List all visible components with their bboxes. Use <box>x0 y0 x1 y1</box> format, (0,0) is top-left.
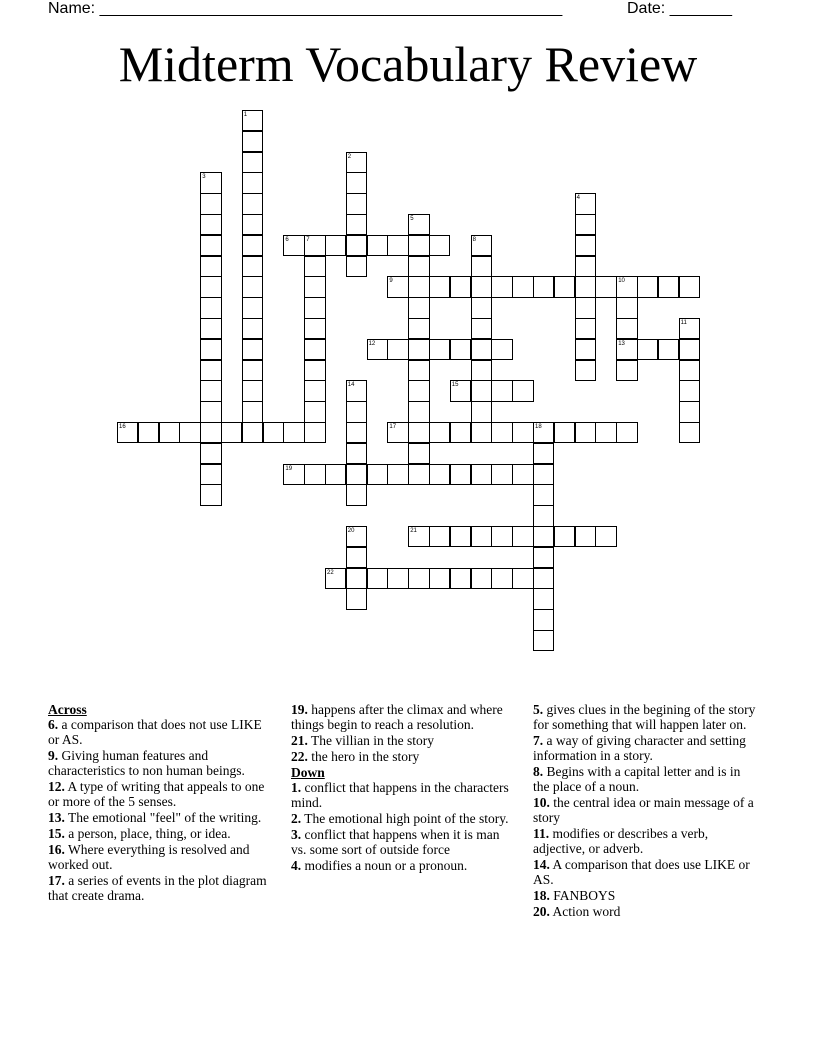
grid-cell[interactable] <box>471 297 492 318</box>
grid-cell[interactable] <box>200 484 221 505</box>
grid-cell[interactable] <box>450 422 471 443</box>
grid-cell[interactable] <box>533 568 554 589</box>
grid-cell[interactable] <box>200 401 221 422</box>
clue-down-4: 4. modifies a noun or a pronoun. <box>291 857 468 873</box>
date-line: Date: _______ <box>627 0 732 17</box>
grid-cell[interactable] <box>595 276 616 297</box>
clue-down-20: 20. Action word <box>533 903 621 919</box>
grid-cell[interactable] <box>408 464 429 485</box>
grid-cell[interactable] <box>159 422 180 443</box>
grid-cell[interactable] <box>450 276 471 297</box>
grid-cell[interactable] <box>575 256 596 277</box>
grid-cell[interactable] <box>554 526 575 547</box>
clue-number-label: 9 <box>389 278 393 285</box>
across-heading: Across <box>48 702 87 717</box>
grid-cell[interactable] <box>242 131 263 152</box>
grid-cell[interactable] <box>575 318 596 339</box>
grid-cell[interactable] <box>491 464 512 485</box>
grid-cell[interactable] <box>200 276 221 297</box>
grid-cell[interactable] <box>200 256 221 277</box>
clue-across-13: 13. The emotional "feel" of the writing. <box>48 810 262 826</box>
grid-cell[interactable] <box>512 526 533 547</box>
grid-cell[interactable] <box>242 172 263 193</box>
grid-cell[interactable] <box>263 422 284 443</box>
grid-cell[interactable] <box>387 235 408 256</box>
clue-number-label: 21 <box>410 528 417 534</box>
grid-cell[interactable] <box>346 401 367 422</box>
clue-number-label: 15 <box>451 382 459 389</box>
grid-cell[interactable] <box>346 464 367 485</box>
grid-cell[interactable] <box>367 235 388 256</box>
clue-number-label: 10 <box>618 278 625 285</box>
grid-cell[interactable] <box>533 464 554 485</box>
clue-number-label: 3 <box>202 174 206 181</box>
grid-cell[interactable] <box>533 609 554 630</box>
grid-cell[interactable] <box>242 339 263 360</box>
grid-cell[interactable] <box>575 360 596 381</box>
grid-cell[interactable] <box>595 422 616 443</box>
grid-cell[interactable] <box>346 568 367 589</box>
clue-down-2: 2. The emotional high point of the story. <box>291 810 509 826</box>
grid-cell[interactable] <box>491 339 512 360</box>
grid-cell[interactable] <box>429 526 450 547</box>
grid-cell[interactable] <box>200 297 221 318</box>
clue-number-label: 4 <box>576 195 580 202</box>
grid-cell[interactable] <box>616 422 637 443</box>
grid-cell[interactable] <box>471 318 492 339</box>
down-heading: Down <box>291 764 325 780</box>
name-line: Name: ____________________________________________________ <box>48 0 563 17</box>
grid-cell[interactable] <box>471 526 492 547</box>
grid-cell[interactable] <box>471 464 492 485</box>
grid-cell[interactable] <box>200 193 221 214</box>
grid-cell[interactable] <box>367 568 388 589</box>
grid-cell[interactable] <box>679 401 700 422</box>
clue-number-label: 11 <box>680 320 687 326</box>
clue-across-6: 6. a comparison that does not use LIKE or AS. <box>48 717 262 748</box>
grid-cell[interactable] <box>304 380 325 401</box>
clue-number-label: 16 <box>119 424 126 430</box>
grid-cell[interactable] <box>533 547 554 568</box>
grid-cell[interactable] <box>304 339 325 360</box>
clue-down-8: 8. Begins with a capital letter and is in the place of a noun. <box>533 764 741 795</box>
page-title: Midterm Vocabulary Review <box>118 36 698 92</box>
clues-column-2 <box>291 702 517 873</box>
grid-cell[interactable] <box>242 152 263 173</box>
clue-down-14: 14. A comparison that does use LIKE or AS. <box>533 857 750 888</box>
grid-cell[interactable] <box>200 422 221 443</box>
grid-cell[interactable] <box>491 276 512 297</box>
grid-cell[interactable] <box>491 568 512 589</box>
grid-cell[interactable] <box>679 339 700 360</box>
clue-number-label: 6 <box>285 236 289 243</box>
grid-cell[interactable] <box>575 276 596 297</box>
grid-cell[interactable] <box>242 193 263 214</box>
grid-cell[interactable] <box>242 235 263 256</box>
grid-cell[interactable] <box>554 276 575 297</box>
clue-number-label: 19 <box>285 465 293 472</box>
grid-cell[interactable] <box>679 360 700 381</box>
grid-cell[interactable] <box>346 214 367 235</box>
clue-number-label: 1 <box>243 112 248 118</box>
grid-cell[interactable] <box>450 526 471 547</box>
grid-cell[interactable] <box>450 339 471 360</box>
grid-cell[interactable] <box>200 360 221 381</box>
grid-cell[interactable] <box>512 568 533 589</box>
grid-cell[interactable] <box>471 360 492 381</box>
clue-number-label: 20 <box>347 528 355 534</box>
grid-cell[interactable] <box>283 422 304 443</box>
grid-cell[interactable] <box>575 526 596 547</box>
grid-cell[interactable] <box>242 360 263 381</box>
clue-across-16: 16. Where everything is resolved and worked out. <box>48 841 250 872</box>
clue-across-15: 15. a person, place, thing, or idea. <box>48 826 231 841</box>
grid-cell[interactable] <box>304 360 325 381</box>
clue-across-17: 17. a series of events in the plot diagram that create drama. <box>48 872 267 903</box>
grid-cell[interactable] <box>408 276 429 297</box>
grid-cell[interactable] <box>346 256 367 277</box>
grid-cell[interactable] <box>408 235 429 256</box>
grid-cell[interactable] <box>304 297 325 318</box>
grid-cell[interactable] <box>304 401 325 422</box>
grid-cell[interactable] <box>533 630 554 651</box>
grid-cell[interactable] <box>221 422 242 443</box>
grid-cell[interactable] <box>200 339 221 360</box>
grid-cell[interactable] <box>242 422 263 443</box>
grid-cell[interactable] <box>679 422 700 443</box>
grid-cell[interactable] <box>304 276 325 297</box>
grid-cell[interactable] <box>554 422 575 443</box>
clue-number-label: 2 <box>347 153 352 160</box>
grid-cell[interactable] <box>179 422 200 443</box>
clue-down-18: 18. FANBOYS <box>533 888 616 903</box>
grid-cell[interactable] <box>387 568 408 589</box>
grid-cell[interactable] <box>533 484 554 505</box>
grid-cell[interactable] <box>533 443 554 464</box>
grid-cell[interactable] <box>367 464 388 485</box>
grid-cell[interactable] <box>491 380 512 401</box>
grid-cell[interactable] <box>200 464 221 485</box>
clue-number-label: 18 <box>535 424 542 430</box>
grid-cell[interactable] <box>512 464 533 485</box>
grid-cell[interactable] <box>346 443 367 464</box>
grid-cell[interactable] <box>346 422 367 443</box>
grid-cell[interactable] <box>346 588 367 609</box>
grid-cell[interactable] <box>637 339 658 360</box>
grid-cell[interactable] <box>575 422 596 443</box>
clue-across-19: 19. happens after the climax and where things begin to reach a resolution. <box>291 702 503 733</box>
grid-cell[interactable] <box>679 276 700 297</box>
clue-number-label: 5 <box>410 216 414 222</box>
clue-number-label: 14 <box>347 382 355 389</box>
grid-cell[interactable] <box>429 339 450 360</box>
grid-cell[interactable] <box>491 422 512 443</box>
grid-cell[interactable] <box>387 339 408 360</box>
clue-across-22: 22. the hero in the story <box>291 748 420 764</box>
grid-cell[interactable] <box>138 422 159 443</box>
grid-cell[interactable] <box>408 318 429 339</box>
grid-cell[interactable] <box>408 360 429 381</box>
grid-cell[interactable] <box>242 276 263 297</box>
grid-cell[interactable] <box>512 276 533 297</box>
clue-number-label: 22 <box>327 569 334 576</box>
grid-cell[interactable] <box>471 256 492 277</box>
grid-cell[interactable] <box>242 401 263 422</box>
grid-cell[interactable] <box>533 505 554 526</box>
grid-cell[interactable] <box>575 235 596 256</box>
clue-number-label: 13 <box>618 340 625 347</box>
grid-cell[interactable] <box>408 401 429 422</box>
grid-cell[interactable] <box>408 256 429 277</box>
grid-cell[interactable] <box>575 297 596 318</box>
grid-cell[interactable] <box>616 318 637 339</box>
grid-cell[interactable] <box>533 526 554 547</box>
grid-cell[interactable] <box>471 276 492 297</box>
grid-cell[interactable] <box>575 214 596 235</box>
grid-cell[interactable] <box>471 422 492 443</box>
grid-cell[interactable] <box>616 297 637 318</box>
grid-cell[interactable] <box>242 318 263 339</box>
grid-cell[interactable] <box>491 526 512 547</box>
grid-cell[interactable] <box>408 297 429 318</box>
clue-down-3: 3. conflict that happens when it is man vs. some sort of outside force <box>291 826 500 857</box>
clue-down-5: 5. gives clues in the begining of the story for something that will happen later on. <box>533 702 756 733</box>
grid-cell[interactable] <box>325 235 346 256</box>
grid-cell[interactable] <box>200 443 221 464</box>
grid-cell[interactable] <box>637 276 658 297</box>
grid-cell[interactable] <box>450 464 471 485</box>
grid-cell[interactable] <box>429 235 450 256</box>
grid-cell[interactable] <box>429 422 450 443</box>
grid-cell[interactable] <box>346 547 367 568</box>
clue-down-11: 11. modifies or describes a verb, adjective, or adverb. <box>533 826 709 857</box>
grid-cell[interactable] <box>533 588 554 609</box>
grid-cell[interactable] <box>512 422 533 443</box>
clue-across-9: 9. Giving human features and characteristics to non human beings. <box>48 748 245 779</box>
grid-cell[interactable] <box>616 360 637 381</box>
grid-cell[interactable] <box>346 193 367 214</box>
grid-cell[interactable] <box>325 464 346 485</box>
grid-cell[interactable] <box>304 318 325 339</box>
grid-cell[interactable] <box>429 276 450 297</box>
grid-cell[interactable] <box>595 526 616 547</box>
grid-cell[interactable] <box>679 380 700 401</box>
grid-cell[interactable] <box>429 464 450 485</box>
grid-cell[interactable] <box>242 297 263 318</box>
grid-cell[interactable] <box>304 256 325 277</box>
grid-cell[interactable] <box>408 422 429 443</box>
grid-cell[interactable] <box>533 276 554 297</box>
grid-cell[interactable] <box>304 464 325 485</box>
grid-cell[interactable] <box>242 256 263 277</box>
grid-cell[interactable] <box>450 568 471 589</box>
grid-cell[interactable] <box>575 339 596 360</box>
grid-cell[interactable] <box>658 276 679 297</box>
grid-cell[interactable] <box>408 339 429 360</box>
clue-number-label: 8 <box>472 236 476 243</box>
grid-cell[interactable] <box>471 401 492 422</box>
grid-cell[interactable] <box>242 214 263 235</box>
grid-cell[interactable] <box>346 172 367 193</box>
clues-column-3 <box>533 702 759 920</box>
grid-cell[interactable] <box>346 235 367 256</box>
grid-cell[interactable] <box>387 464 408 485</box>
clue-number-label: 7 <box>306 236 310 243</box>
clue-down-1: 1. conflict that happens in the characters mind. <box>291 779 509 810</box>
grid-cell[interactable] <box>429 568 450 589</box>
grid-cell[interactable] <box>408 568 429 589</box>
grid-cell[interactable] <box>658 339 679 360</box>
clue-number-label: 17 <box>389 424 397 430</box>
clues-column-1 <box>48 702 276 904</box>
grid-cell[interactable] <box>200 380 221 401</box>
grid-cell[interactable] <box>408 443 429 464</box>
clue-down-7: 7. a way of giving character and setting information in a story. <box>533 733 746 764</box>
grid-cell[interactable] <box>242 380 263 401</box>
clue-across-21: 21. The villian in the story <box>291 733 434 748</box>
grid-cell[interactable] <box>471 568 492 589</box>
grid-cell[interactable] <box>471 380 492 401</box>
grid-cell[interactable] <box>471 339 492 360</box>
grid-cell[interactable] <box>304 422 325 443</box>
grid-cell[interactable] <box>346 484 367 505</box>
grid-cell[interactable] <box>408 380 429 401</box>
clue-across-12: 12. A type of writing that appeals to one or more of the 5 senses. <box>48 779 265 810</box>
grid-cell[interactable] <box>200 214 221 235</box>
grid-cell[interactable] <box>200 318 221 339</box>
clue-down-10: 10. the central idea or main message of a story <box>533 795 754 826</box>
grid-cell[interactable] <box>512 380 533 401</box>
clue-number-label: 12 <box>368 340 376 347</box>
grid-cell[interactable] <box>200 235 221 256</box>
